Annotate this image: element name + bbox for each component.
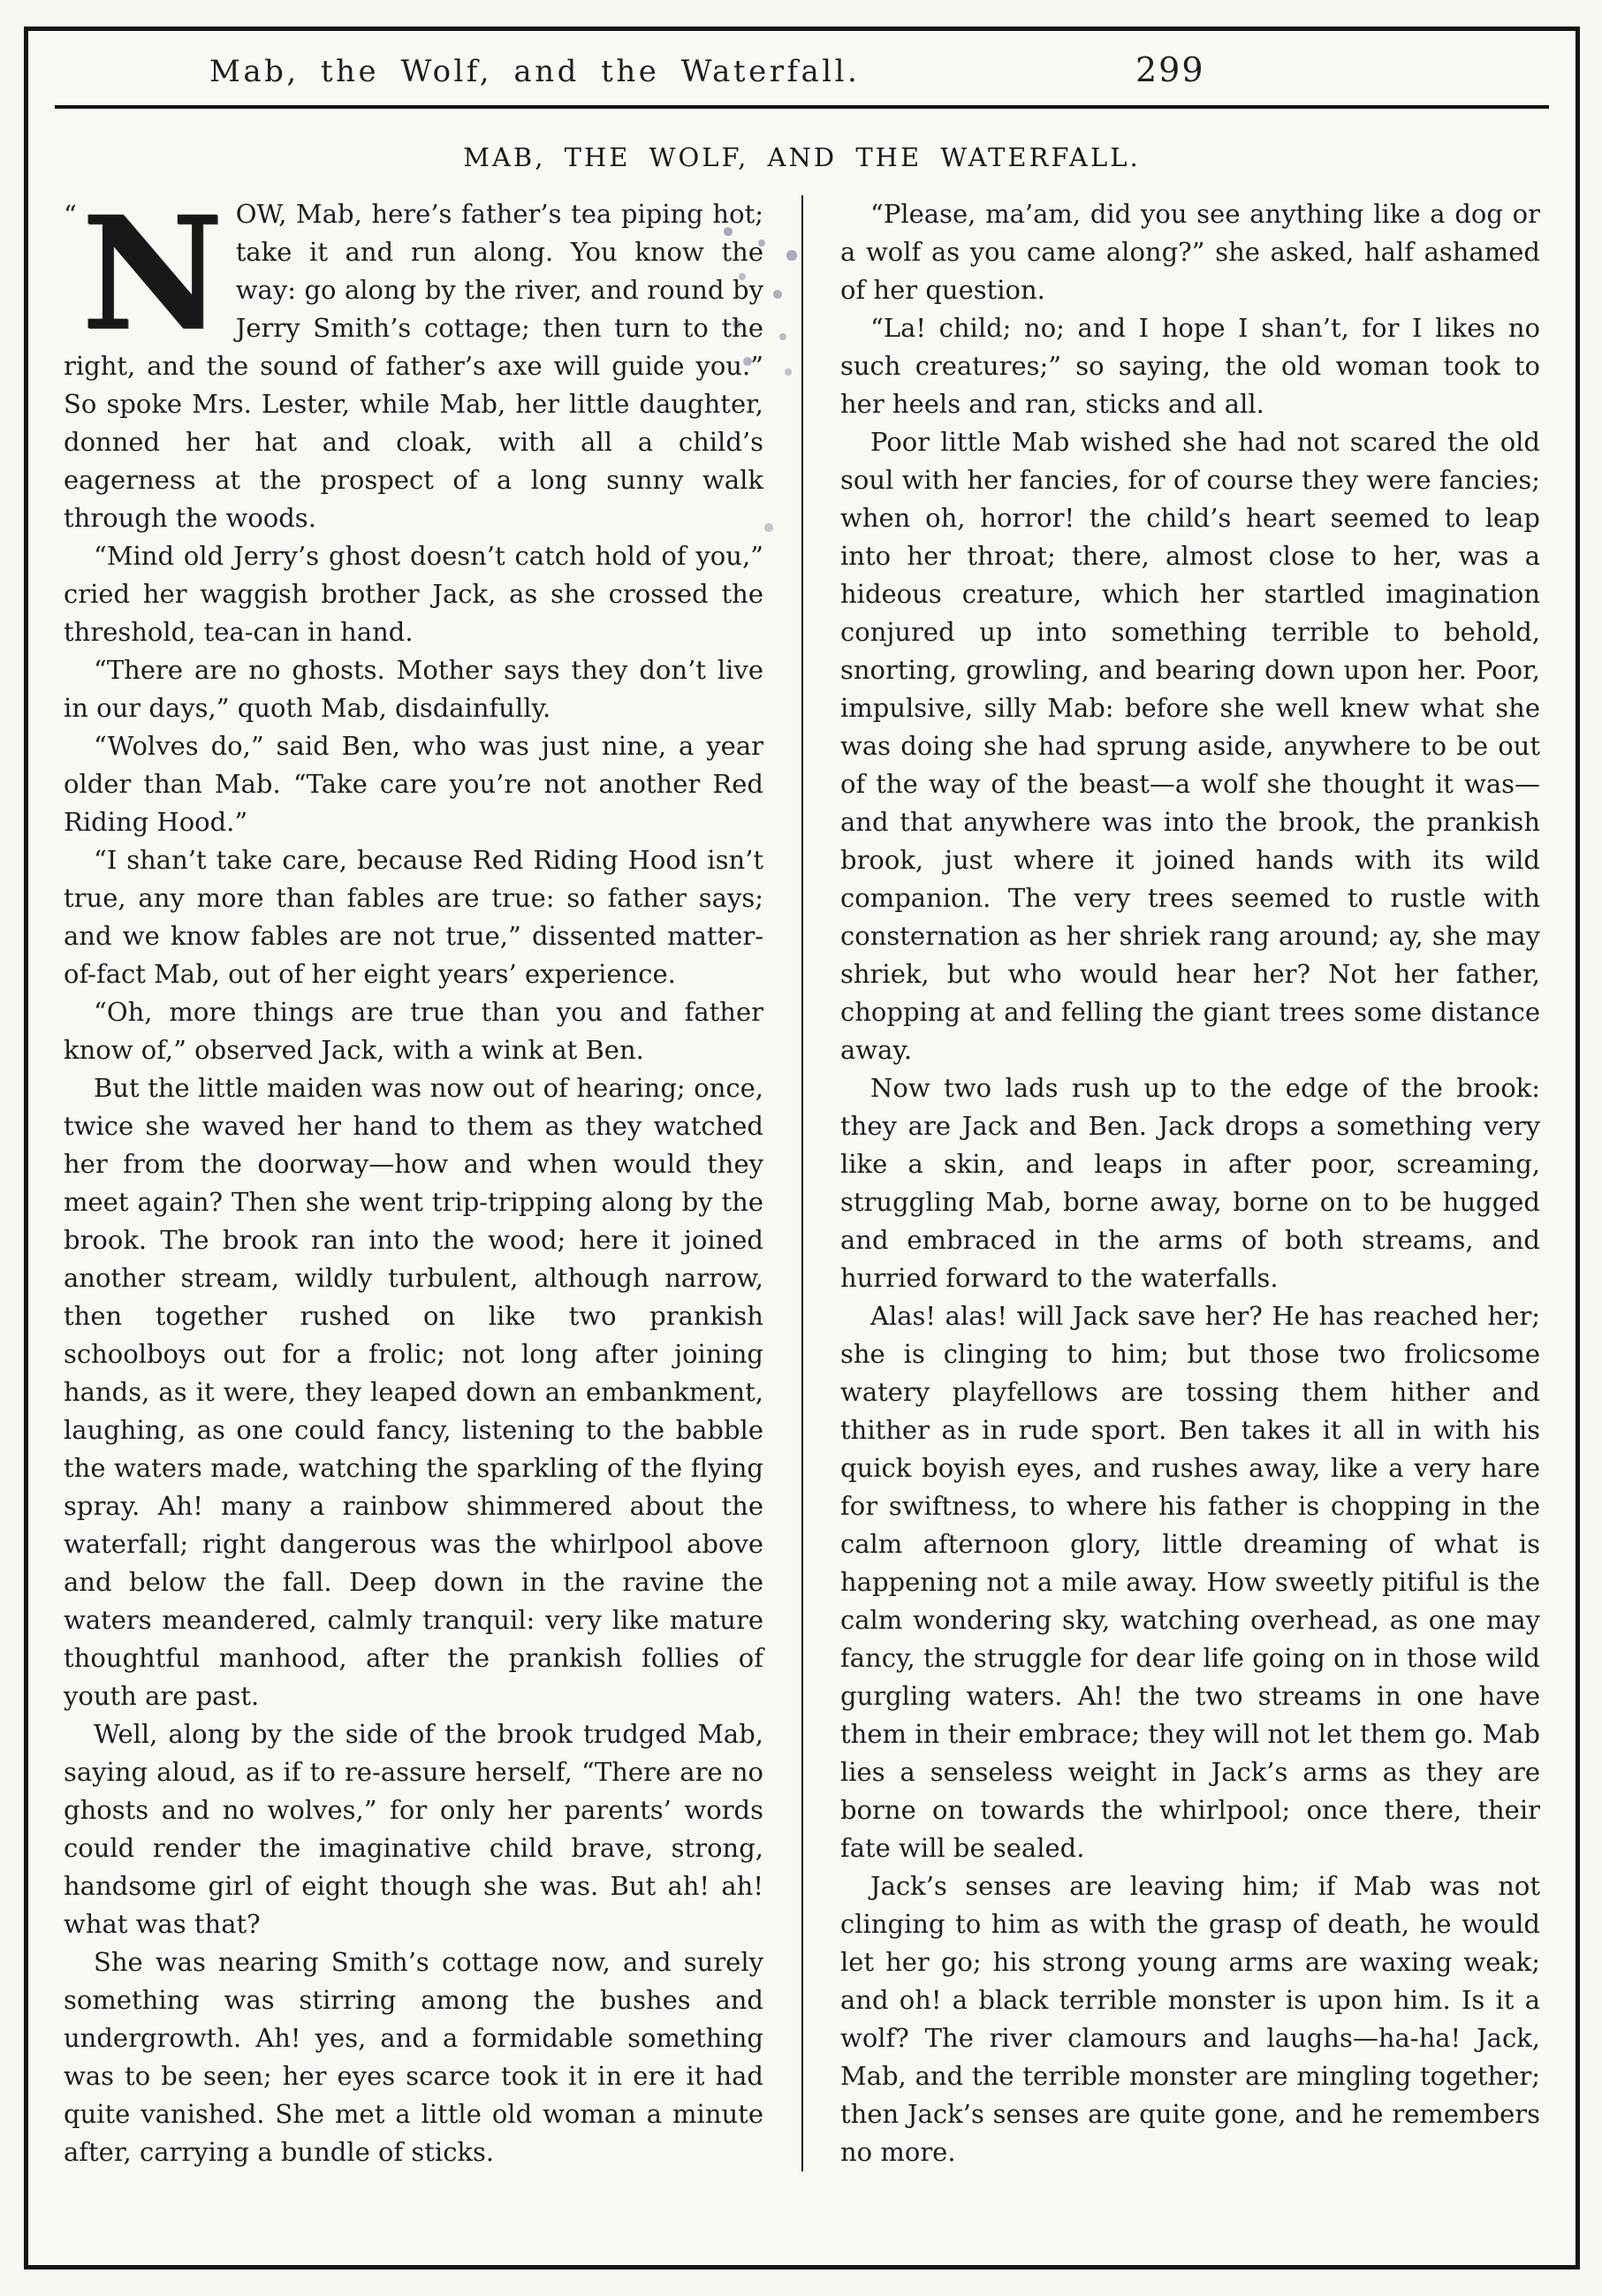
paragraph: Poor little Mab wished she had not scared the old soul with her fancies, for of course they were fancies; when oh, horror! the child’s heart seemed to leap into her throat; there, almost close to her, was a hideous creature, which her startled imagination conjured up into something terrible to behold, snorting, growling, and bearing down upon her. Poor, impulsive, silly Mab: before she well knew what she was doing she had sprung aside, anywhere to be out of the way of the beast—a wolf she thought it was—and that anywhere was into the brook, the prankish brook, just where it joined hands with its wild companion. The very trees seemed to rustle with consternation as her shriek rang around; ay, she may shriek, but who would hear her? Not her father, chopping at and felling the giant trees some distance away. bbox=[840, 427, 1540, 1065]
page-number: 299 bbox=[1135, 50, 1205, 89]
paragraph: Well, along by the side of the brook trudged Mab, saying aloud, as if to re-assure herself, “There are no ghosts and no wolves,” for only her parents’ words could render the imaginative child brave, strong, handsome girl of eight though she was. But ah! ah! what was that? bbox=[64, 1719, 763, 1939]
text-columns bbox=[64, 182, 1540, 2171]
page-header-title: Mab, the Wolf, and the Waterfall. bbox=[209, 54, 861, 89]
opening-quote-mark: “ bbox=[64, 200, 77, 230]
paragraph: “Mind old Jerry’s ghost doesn’t catch hold of you,” cried her waggish brother Jack, as she crossed the threshold, tea-can in hand. bbox=[64, 541, 763, 647]
paragraph: “Please, ma’am, did you see anything like a dog or a wolf as you came along?” she asked, half ashamed of her question. bbox=[840, 199, 1540, 305]
drop-cap-initial: N bbox=[80, 182, 224, 365]
paragraph: Now two lads rush up to the edge of the brook: they are Jack and Ben. Jack drops a something very like a skin, and leaps in after poor, screaming, struggling Mab, borne away, borne on to be hugged and embraced in the arms of both streams, and hurried forward to the waterfalls. bbox=[840, 1073, 1540, 1293]
running-head bbox=[64, 47, 1540, 103]
paragraph: “La! child; no; and I hope I shan’t, for I likes no such creatures;” so saying, the old woman took to her heels and ran, sticks and all. bbox=[840, 313, 1540, 419]
paragraph: “Wolves do,” said Ben, who was just nine, a year older than Mab. “Take care you’re not another Red Riding Hood.” bbox=[64, 731, 763, 837]
paragraph: “I shan’t take care, because Red Riding Hood isn’t true, any more than fables are true: so father says; and we know fables are not true,” dissented matter-of-fact Mab, out of her eight years’ experience. bbox=[64, 845, 763, 989]
header-rule bbox=[55, 105, 1549, 109]
ink-smudge-artifacts bbox=[28, 31, 32, 34]
right-column bbox=[840, 195, 1540, 2171]
paragraph: “Oh, more things are true than you and father know of,” observed Jack, with a wink at Ben. bbox=[64, 997, 763, 1065]
paragraph: She was nearing Smith’s cottage now, and surely something was stirring among the bushes and undergrowth. Ah! yes, and a formidable something was to be seen; her eyes scarce took it in ere it had quite vanished. She met a little old woman a minute after, carrying a bundle of sticks. bbox=[64, 1947, 763, 2167]
paragraph: “ N OW, Mab, here’s father’s tea piping hot; take it and run along. You know the way: go along by the river, and round by Jerry Smith’s cottage; then turn to the right, and the sound of father’s axe will guide you.” So spoke Mrs. Lester, while Mab, her little daughter, donned her hat and cloak, with all a child’s eagerness at the prospect of a long sunny walk through the woods. bbox=[64, 182, 763, 533]
book-page bbox=[24, 27, 1580, 2269]
story-title: MAB, THE WOLF, AND THE WATERFALL. bbox=[463, 142, 1141, 172]
paragraph: Alas! alas! will Jack save her? He has reached her; she is clinging to him; but those two frolicsome watery playfellows are tossing them hither and thither as in rude sport. Ben takes it all in with his quick boyish eyes, and rushes away, like a very hare for swiftness, to where his father is chopping in the calm afternoon glory, little dreaming of what is happening not a mile away. How sweetly pitiful is the calm wondering sky, watching overhead, as one may fancy, the struggle for dear life going on in those wild gurgling waters. Ah! the two streams in one have them in their embrace; they will not let them go. Mab lies a senseless weight in Jack’s arms as they are borne on towards the whirlpool; once there, their fate will be sealed. bbox=[840, 1301, 1540, 1863]
paragraph: Jack’s senses are leaving him; if Mab was not clinging to him as with the grasp of death, he would let her go; his strong young arms are waxing weak; and oh! a black terrible monster is upon him. Is it a wolf? The river clamours and laughs—ha-ha! Jack, Mab, and the terrible monster are mingling together; then Jack’s senses are quite gone, and he remembers no more. bbox=[840, 1871, 1540, 2167]
paragraph: “There are no ghosts. Mother says they don’t live in our days,” quoth Mab, disdainfully. bbox=[64, 655, 763, 723]
left-column bbox=[64, 182, 763, 2171]
column-divider-rule bbox=[801, 195, 803, 2171]
paragraph: But the little maiden was now out of hearing; once, twice she waved her hand to them as they watched her from the doorway—how and when would they meet again? Then she went trip-tripping along by the brook. The brook ran into the wood; here it joined another stream, wildly turbulent, although narrow, then together rushed on like two prankish schoolboys out for a frolic; not long after joining hands, as it were, they leaped down an embankment, laughing, as one could fancy, listening to the babble the waters made, watching the sparkling of the flying spray. Ah! many a rainbow shimmered about the waterfall; right dangerous was the whirlpool above and below the fall. Deep down in the ravine the waters meandered, calmly tranquil: very like mature thoughtful manhood, after the prankish follies of youth are past. bbox=[64, 1073, 763, 1711]
